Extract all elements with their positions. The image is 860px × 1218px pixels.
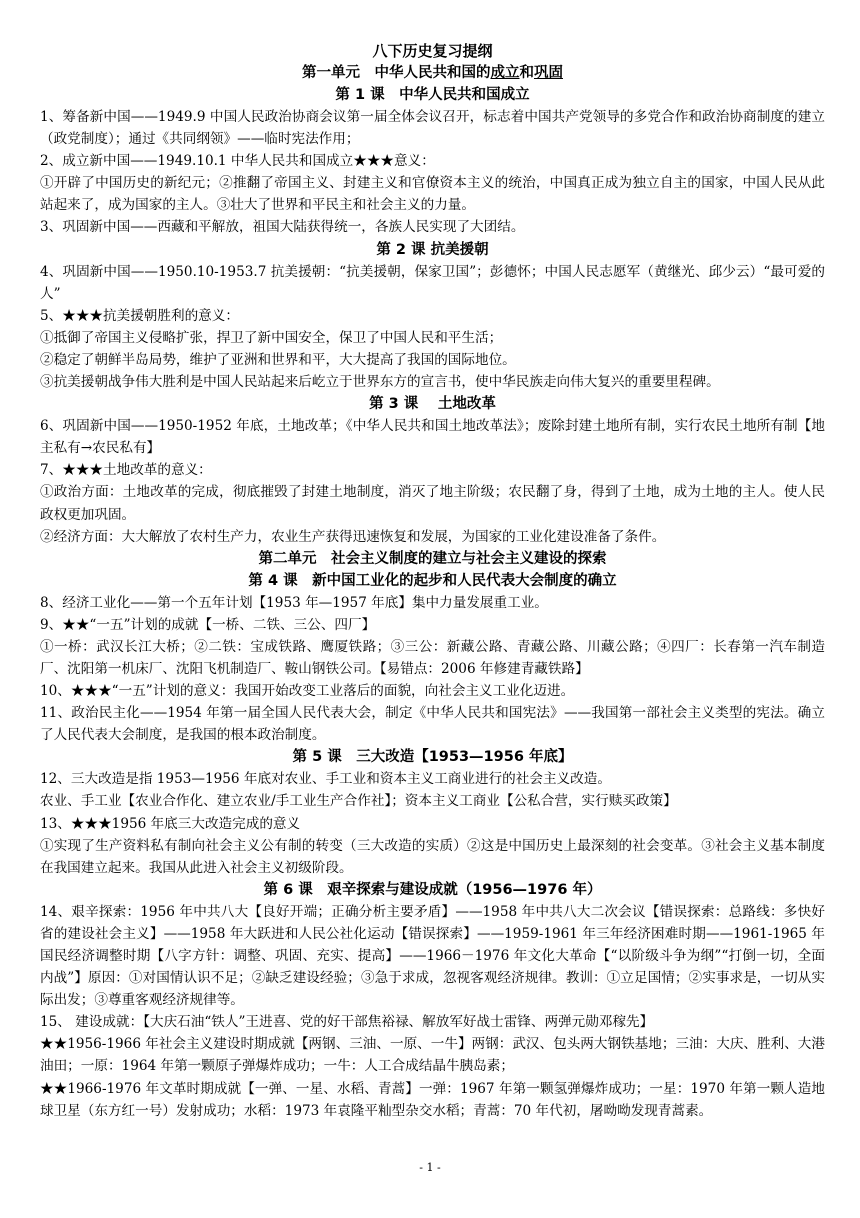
paragraph: 12、三大改造是指 1953—1956 年底对农业、手工业和资本主义工商业进行的社会主义改造。 [40,771,611,788]
lesson-2-heading: 第 2 课 抗美援朝 [376,241,489,258]
document-page [40,40,825,1122]
paragraph: 14、艰辛探索：1956 年中共八大【良好开端；正确分析主要矛盾】——1958 年中共八大二次会议【错误探索：总路线：多快好省的建设社会主义】——1958 年大跃进和人民公社化运动【错误探索】——1959-1961 年三年经济困难时期——1961-1965 年国民经济调整时期【八字方针：调整、巩固、充实、提高】——1966－1976 年文化大革命【“以阶级斗争为纲”“打倒一切，全面内战”】原因：①对国情认识不足；②缺乏建设经验；③急于求成，忽视客观经济规律。教训：①立足国情；②实事求是，一切从实际出发；③尊重客观经济规律等。 [40,903,825,1009]
paragraph: ②稳定了朝鲜半岛局势，维护了亚洲和世界和平，大大提高了我国的国际地位。 [40,351,516,368]
lesson-6-heading: 第 6 课 艰辛探索与建设成就（1956—1976 年） [263,881,602,898]
paragraph: ★★1966-1976 年文革时期成就【一弹、一星、水稻、青蒿】一弹：1967 年第一颗氢弹爆炸成功；一星：1970 年第一颗人造地球卫星（东方红一号）发射成功；水稻：1973 年袁隆平籼型杂交水稻；青蒿：70 年代初，屠呦呦发现青蒿素。 [40,1080,825,1119]
paragraph: ①抵御了帝国主义侵略扩张，捍卫了新中国安全，保卫了中国人民和平生活； [40,329,503,346]
unit-1-mid: 和 [519,65,534,81]
lesson-5-heading: 第 5 课 三大改造【1953—1956 年底】 [292,749,573,766]
paragraph: 5、★★★抗美援朝胜利的意义： [40,307,239,324]
unit-2-heading: 第二单元 社会主义制度的建立与社会主义建设的探索 [258,550,607,567]
paragraph: 2、成立新中国——1949.10.1 中华人民共和国成立★★★意义： [40,153,435,170]
paragraph: 农业、手工业【农业合作化、建立农业/手工业生产合作社】；资本主义工商业【公私合营，实行赎买政策】 [40,793,677,810]
paragraph: ③抗美援朝战争伟大胜利是中国人民站起来后屹立于世界东方的宣言书，使中华民族走向伟大复兴的重要里程碑。 [40,374,720,391]
paragraph: 15、 建设成就：【大庆石油“铁人”王进喜、党的好干部焦裕禄、解放军好战士雷锋、两弹元勋邓稼先】 [40,1014,654,1031]
paragraph: ★★1956-1966 年社会主义建设时期成就【两钢、三油、一原、一牛】两钢：武汉、包头两大钢铁基地；三油：大庆、胜利、大港油田；一原：1964 年第一颗原子弹爆炸成功；一牛：人工合成结晶牛胰岛素； [40,1036,825,1075]
unit-1-underlined-2: 巩固 [534,65,563,81]
unit-1-prefix: 第一单元 中华人民共和国的 [302,65,491,81]
paragraph: 11、政治民主化——1954 年第一届全国人民代表大会，制定《中华人民共和国宪法》——我国第一部社会主义类型的宪法。确立了人民代表大会制度，是我国的根本政治制度。 [40,705,825,744]
paragraph: 7、★★★土地改革的意义： [40,462,212,479]
paragraph: 10、★★★“一五”计划的意义：我国开始改变工业落后的面貌，向社会主义工业化迈进。 [40,683,575,700]
paragraph: ①实现了生产资料私有制向社会主义公有制的转变（三大改造的实质）②这是中国历史上最深刻的社会变革。③社会主义基本制度在我国建立起来。我国从此进入社会主义初级阶段。 [40,837,825,876]
unit-1-underlined-1: 成立 [490,65,520,81]
paragraph: ①一桥：武汉长江大桥；②二铁：宝成铁路、鹰厦铁路；③三公：新藏公路、青藏公路、川藏公路；④四厂：长春第一汽车制造厂、沈阳第一机床厂、沈阳飞机制造厂、鞍山钢铁公司。【易错点：2006 年修建青藏铁路】 [40,638,825,677]
lesson-4-heading: 第 4 课 新中国工业化的起步和人民代表大会制度的确立 [248,572,617,589]
lesson-1-heading: 第 1 课 中华人民共和国成立 [335,87,530,103]
document-title: 八下历史复习提纲 [372,42,493,60]
paragraph: ①开辟了中国历史的新纪元；②推翻了帝国主义、封建主义和官僚资本主义的统治，中国真正成为独立自主的国家，中国人民从此站起来了，成为国家的主人。③壮大了世界和平民主和社会主义的力量。 [40,175,825,214]
paragraph: 13、★★★1956 年底三大改造完成的意义 [40,815,301,832]
page-number: - 1 - [419,1161,441,1174]
paragraph: ②经济方面：大大解放了农村生产力，农业生产获得迅速恢复和发展，为国家的工业化建设准备了条件。 [40,528,666,545]
paragraph: 3、巩固新中国——西藏和平解放，祖国大陆获得统一，各族人民实现了大团结。 [40,219,525,236]
paragraph: ①政治方面：土地改革的完成，彻底摧毁了封建土地制度，消灭了地主阶级；农民翻了身，得到了土地，成为土地的主人。使人民政权更加巩固。 [40,484,825,523]
unit-1-heading [40,62,825,84]
paragraph: 9、★★“一五”计划的成就【一桥、二铁、三公、四厂】 [40,616,376,633]
paragraph: 4、巩固新中国——1950.10-1953.7 抗美援朝：“抗美援朝，保家卫国”；彭德怀；中国人民志愿军（黄继光、邱少云）“最可爱的人” [40,263,825,302]
paragraph: 6、巩固新中国——1950-1952 年底，土地改革；《中华人民共和国土地改革法》；废除封建土地所有制，实行农民土地所有制【地主私有→农民私有】 [40,418,825,457]
paragraph: 1、筹备新中国——1949.9 中国人民政治协商会议第一届全体会议召开，标志着中国共产党领导的多党合作和政治协商制度的建立（政党制度）；通过《共同纲领》——临时宪法作用； [40,109,825,148]
paragraph: 8、经济工业化——第一个五年计划【1953 年—1957 年底】集中力量发展重工业。 [40,594,548,611]
lesson-3-heading: 第 3 课 土地改革 [369,396,496,413]
